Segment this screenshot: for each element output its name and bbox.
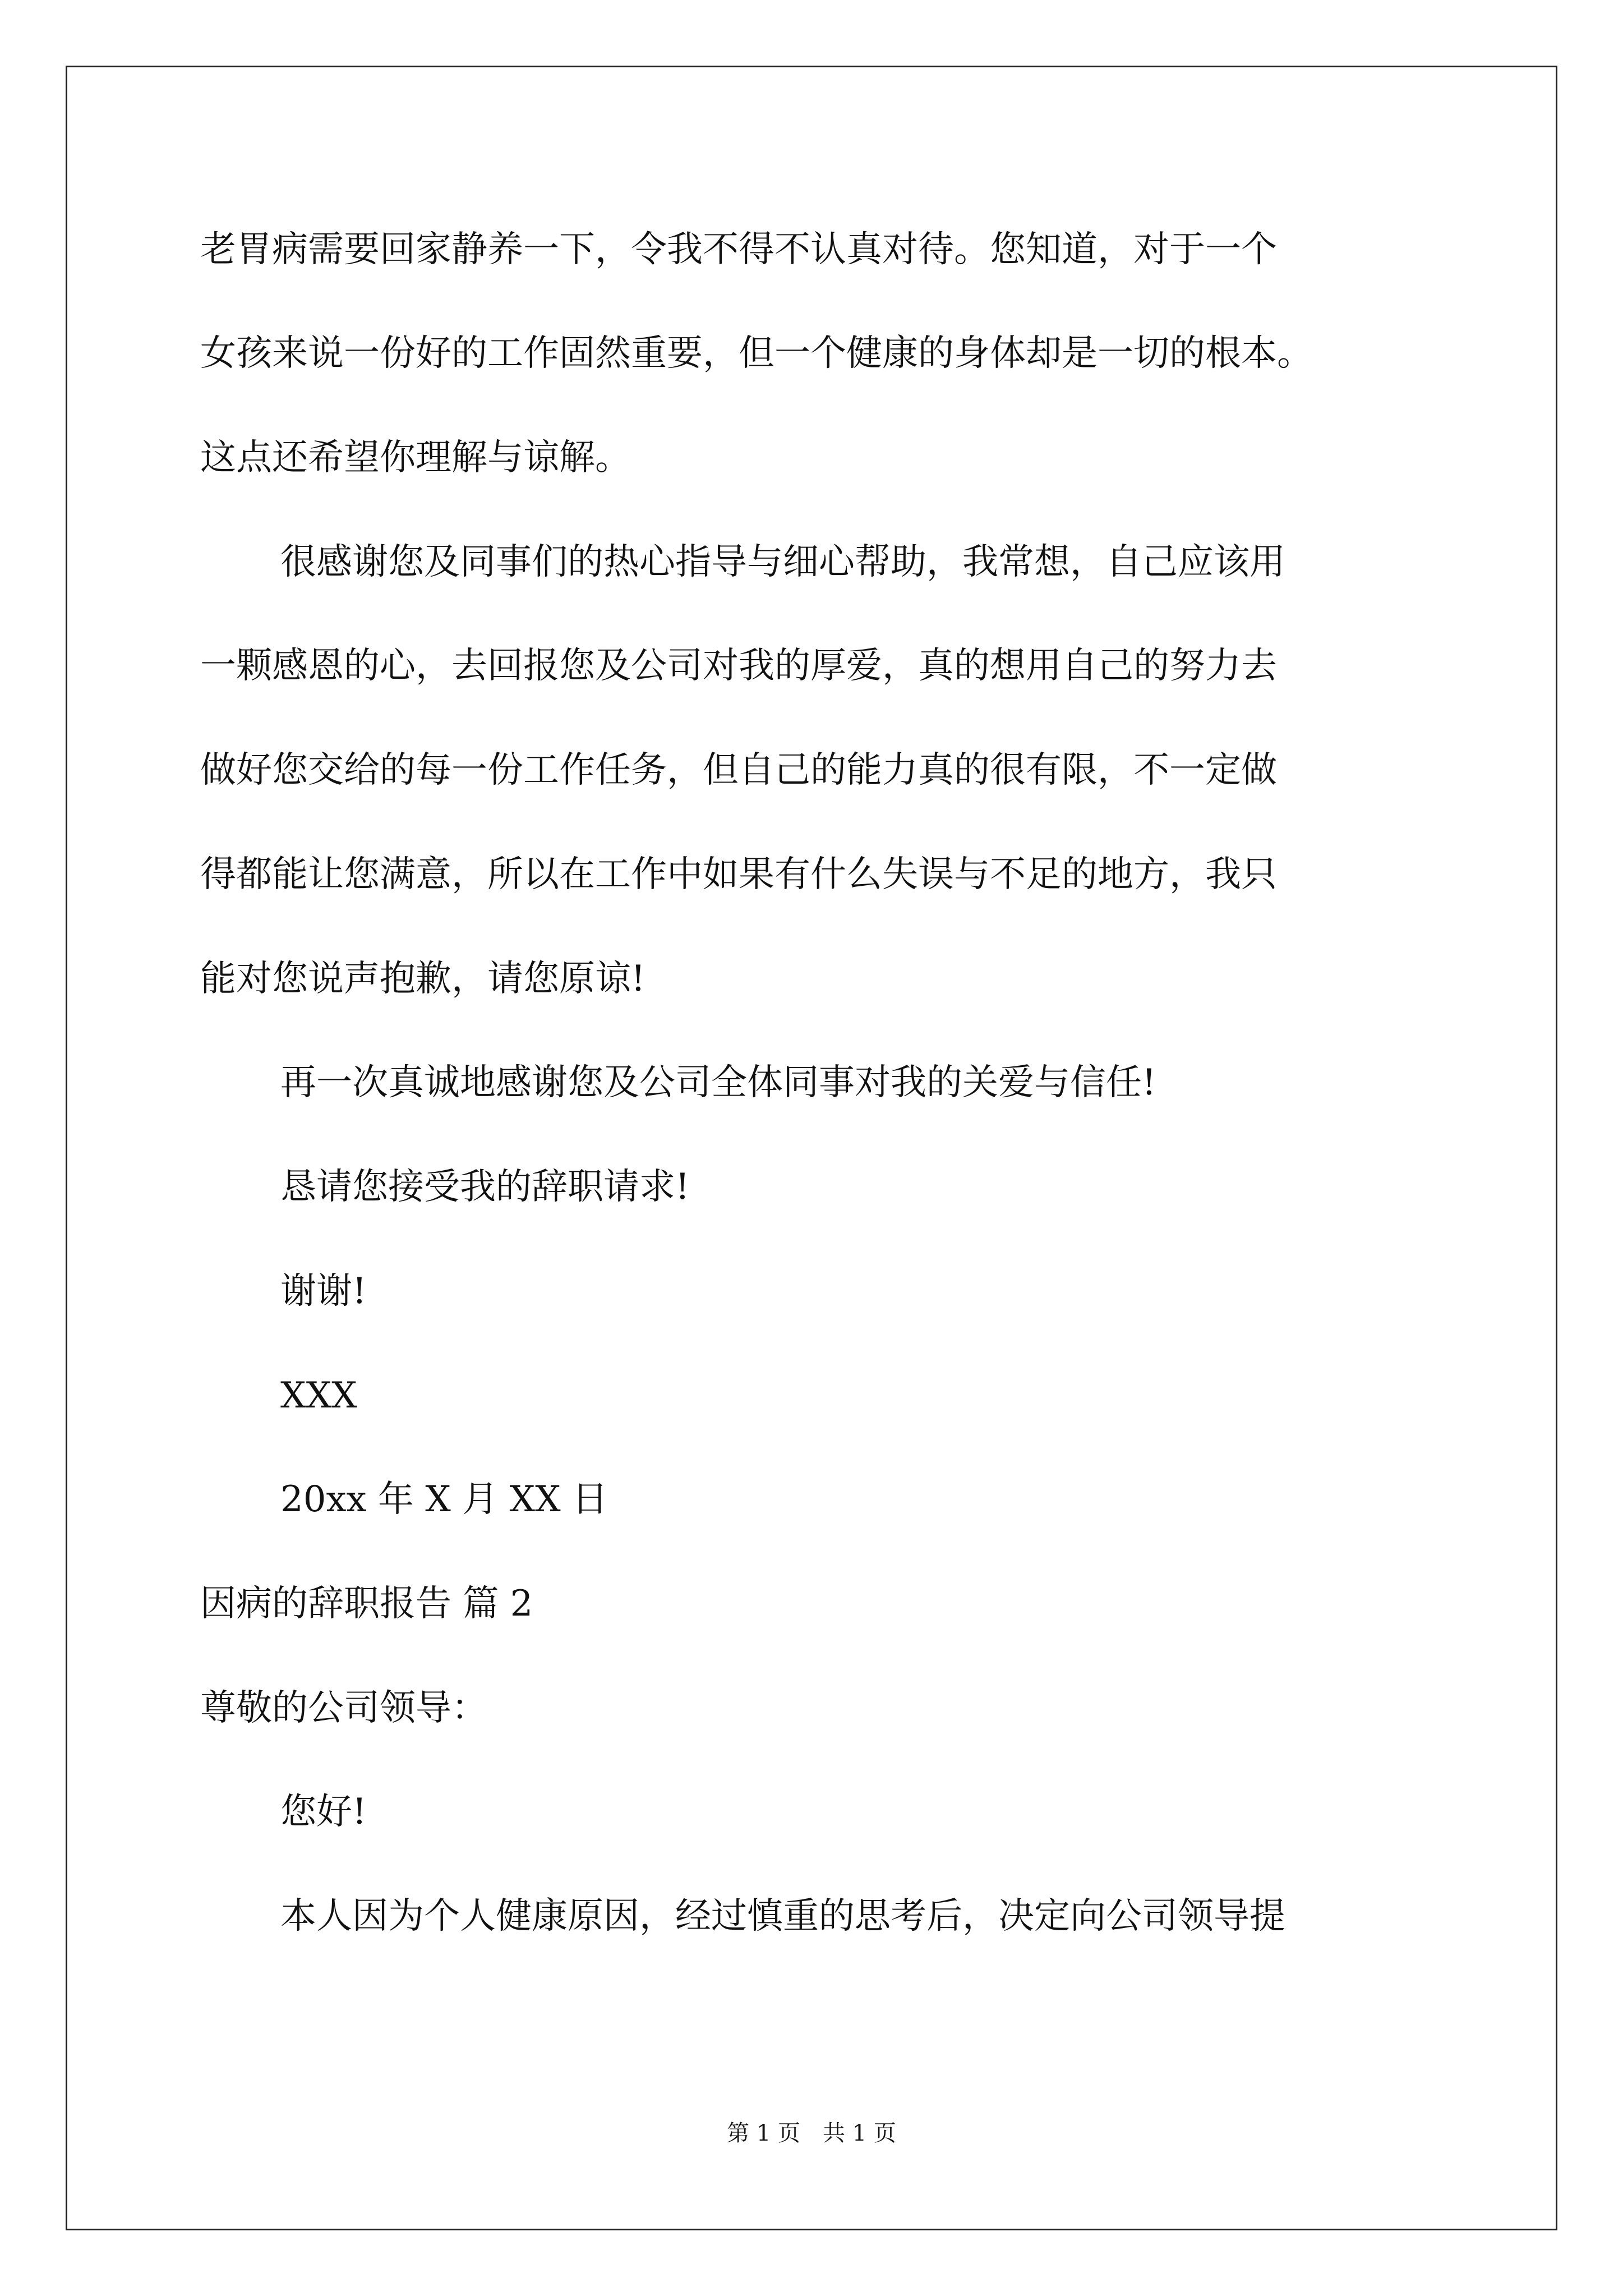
text-line: 女孩来说一份好的工作固然重要，但一个健康的身体却是一切的根本。	[200, 333, 1313, 374]
text-line: 一颗感恩的心，去回报您及公司对我的厚爱，真的想用自己的努力去	[200, 645, 1277, 687]
salutation: 尊敬的公司领导：	[200, 1687, 487, 1729]
paragraph-first-line: 再一次真诚地感谢您及公司全体同事对我的关爱与信任!	[280, 1062, 1156, 1103]
text-line: 能对您说声抱歉，请您原谅!	[200, 958, 645, 1000]
paragraph-first-line: 恳请您接受我的辞职请求!	[280, 1166, 690, 1208]
text-line: 做好您交给的每一份工作任务，但自己的能力真的很有限，不一定做	[200, 749, 1277, 791]
paragraph-first-line: 本人因为个人健康原因，经过慎重的思考后，决定向公司领导提	[280, 1895, 1285, 1937]
closing-thanks: 谢谢!	[280, 1271, 367, 1312]
section-title: 因病的辞职报告 篇 2	[200, 1583, 533, 1625]
page-footer: 第 1 页 共 1 页	[727, 2120, 896, 2146]
text-line: 得都能让您满意，所以在工作中如果有什么失误与不足的地方，我只	[200, 854, 1277, 895]
signature-date: 20xx 年 X 月 XX 日	[280, 1479, 608, 1520]
greeting: 您好!	[280, 1791, 367, 1833]
paragraph-first-line: 很感谢您及同事们的热心指导与细心帮助，我常想，自己应该用	[280, 541, 1285, 583]
text-line: 这点还希望你理解与谅解。	[200, 437, 631, 478]
text-line: 老胃病需要回家静养一下，令我不得不认真对待。您知道，对于一个	[200, 229, 1277, 270]
signature-name: XXX	[280, 1375, 357, 1416]
